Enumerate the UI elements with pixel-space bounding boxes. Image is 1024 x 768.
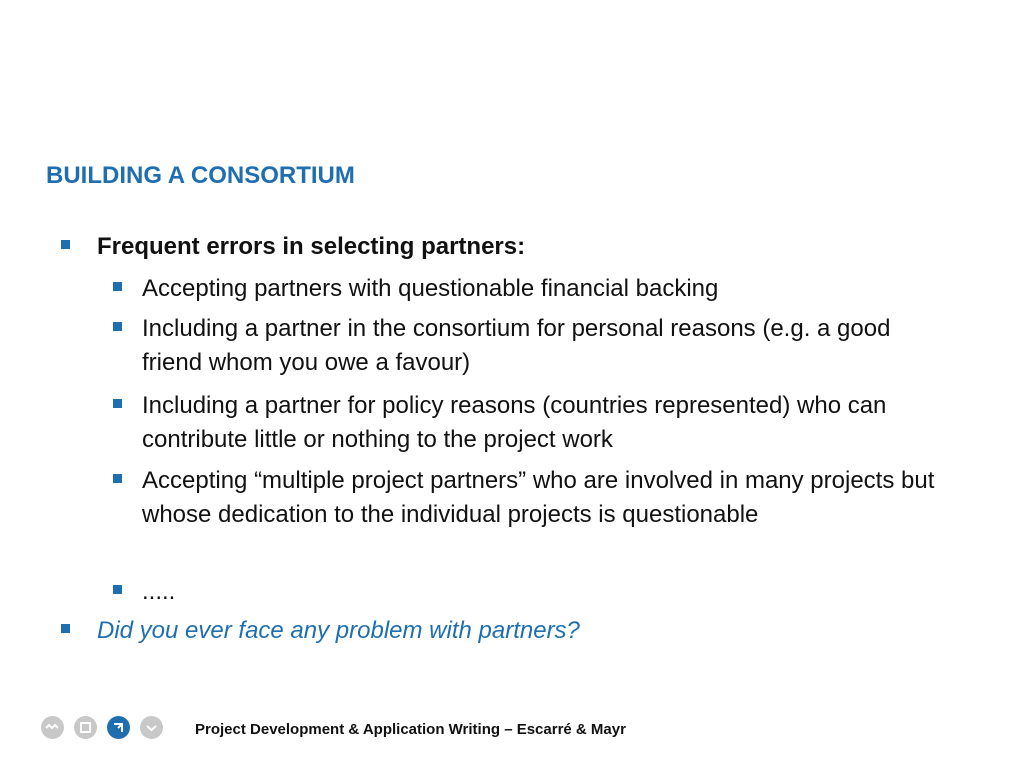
sub-bullet-text: Including a partner for policy reasons (countries represented) who can contribute little or nothing to the project work [142, 392, 887, 453]
home-icon[interactable] [74, 716, 97, 739]
sub-bullet-text: Including a partner in the consortium for personal reasons (e.g. a good friend whom you owe a favour) [142, 315, 891, 376]
sub-bullet-text: ..... [142, 578, 176, 605]
sub-bullet [142, 464, 952, 532]
footer-text: Project Development & Application Writing – Escarré & Mayr [195, 721, 626, 738]
bullet-marker [113, 282, 122, 291]
footer-nav [41, 716, 163, 740]
bullet-marker [113, 322, 122, 331]
bullet-question [97, 614, 977, 648]
exit-icon[interactable] [107, 716, 130, 739]
bullet-marker [113, 585, 122, 594]
sub-bullet [142, 389, 952, 457]
down-icon[interactable] [140, 716, 163, 739]
bullet-marker [61, 240, 70, 249]
sub-bullet [142, 272, 952, 306]
bullet-frequent-errors [97, 230, 977, 264]
sub-bullet-text: Accepting “multiple project partners” who are involved in many projects but whose dedication to the individual projects is questionable [142, 467, 935, 528]
sub-bullet [142, 575, 952, 609]
back-icon[interactable] [41, 716, 64, 739]
bullet-text: Frequent errors in selecting partners: [97, 233, 526, 260]
bullet-text: Did you ever face any problem with partners? [97, 617, 580, 644]
bullet-marker [61, 624, 70, 633]
bullet-marker [113, 399, 122, 408]
sub-bullet-text: Accepting partners with questionable financial backing [142, 275, 719, 302]
sub-bullet [142, 312, 952, 380]
bullet-marker [113, 474, 122, 483]
slide-title: BUILDING A CONSORTIUM [46, 162, 355, 189]
